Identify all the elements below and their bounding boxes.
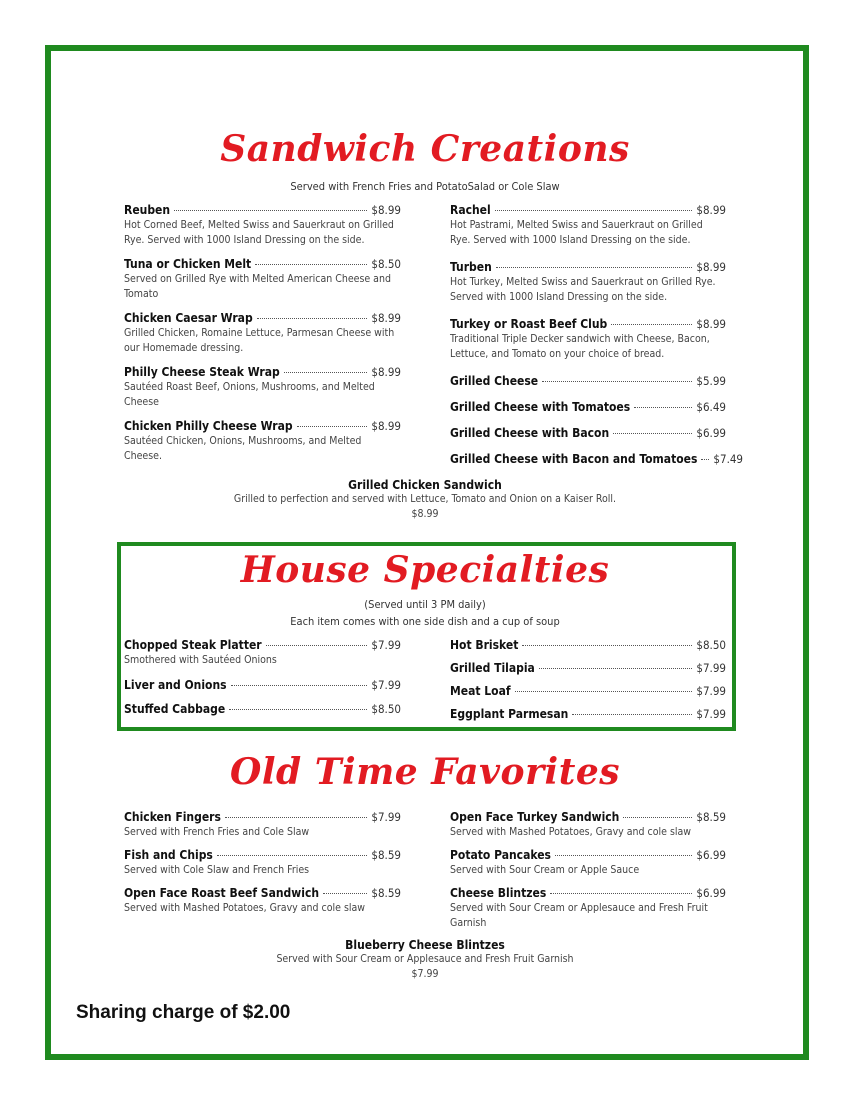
dot-leader [284,372,368,373]
item-name: Chicken Philly Cheese Wrap [124,419,293,433]
dot-leader [229,709,367,710]
menu-column-right [450,810,726,939]
item-price: $8.50 [371,257,401,271]
section-note-sides: Each item comes with one side dish and a cup of soup [290,615,560,628]
menu-item [124,257,401,302]
menu-item-line [124,810,401,824]
dot-leader [266,645,368,646]
menu-item-line [124,311,401,325]
menu-item [124,848,401,878]
item-description: Traditional Triple Decker sandwich with Cheese, Bacon, Lettuce, and Tomato on your choice of bread. [450,333,710,360]
item-description: Sautéed Roast Beef, Onions, Mushrooms, and Melted Cheese [124,381,375,408]
dot-leader [542,381,692,382]
item-description: Served with Sour Cream or Applesauce and Fresh Fruit Garnish [276,953,574,965]
menu-item [450,374,726,388]
item-description: Served with French Fries and Cole Slaw [124,826,310,838]
item-name: Chopped Steak Platter [124,638,262,652]
item-price: $6.99 [696,848,726,862]
item-price: $8.99 [371,203,401,217]
menu-item-line [450,684,726,698]
menu-column-left [124,810,401,924]
menu-item [124,702,401,716]
item-description: Served with Mashed Potatoes, Gravy and cole slaw [450,826,692,838]
item-name: Open Face Turkey Sandwich [450,810,620,824]
menu-item [450,203,726,248]
menu-item-line [124,257,401,271]
item-description: Served with Mashed Potatoes, Gravy and cole slaw [124,902,366,914]
item-price: $8.99 [371,365,401,379]
menu-item [450,848,726,878]
item-price: $7.99 [696,684,726,698]
menu-item-line [450,203,726,217]
dot-leader [515,691,693,692]
item-name: Fish and Chips [124,848,213,862]
menu-column-right [450,638,726,730]
menu-item-line [450,810,726,824]
menu-item [450,317,726,362]
item-name: Blueberry Cheese Blintzes [345,938,505,952]
item-name: Grilled Cheese with Bacon [450,426,610,440]
dot-leader [611,324,692,325]
sharing-charge-note: Sharing charge of $2.00 [76,1002,291,1023]
menu-item [124,810,401,840]
item-price: $6.99 [696,886,726,900]
menu-item [450,886,726,931]
item-price: $8.59 [371,886,401,900]
featured-item [0,478,850,522]
item-name: Liver and Onions [124,678,227,692]
menu-item [450,400,726,414]
menu-item [450,426,726,440]
menu-item [450,260,726,305]
item-price: $7.99 [411,968,439,980]
menu-item-line [450,886,726,900]
item-name: Open Face Roast Beef Sandwich [124,886,320,900]
item-description: Served with Sour Cream or Apple Sauce [450,864,640,876]
section-title-old-time-favorites: Old Time Favorites [229,751,621,793]
item-price: $7.99 [371,810,401,824]
item-name: Tuna or Chicken Melt [124,257,252,271]
item-price: $8.50 [371,702,401,716]
item-name: Potato Pancakes [450,848,551,862]
item-name: Grilled Cheese with Tomatoes [450,400,631,414]
dot-leader [225,817,367,818]
menu-item [124,203,401,248]
menu-item-line [450,400,726,414]
menu-item [124,311,401,356]
menu-item-line [450,260,726,274]
item-price: $8.59 [696,810,726,824]
item-price: $8.99 [371,311,401,325]
item-price: $8.99 [696,203,726,217]
item-name: Rachel [450,203,491,217]
menu-item-line [124,638,401,652]
item-price: $8.99 [411,508,439,520]
menu-item [124,419,401,464]
item-description: Smothered with Sautéed Onions [124,654,277,666]
item-price: $7.99 [371,638,401,652]
item-name: Turben [450,260,492,274]
item-price: $5.99 [696,374,726,388]
menu-item [450,452,744,466]
menu-item [450,810,726,840]
dot-leader [613,433,692,434]
dot-leader [539,668,693,669]
item-price: $8.99 [371,419,401,433]
section-subtitle: Served with French Fries and PotatoSalad or Cole Slaw [290,180,560,193]
dot-leader [701,459,709,460]
item-price: $8.50 [696,638,726,652]
menu-item [450,638,726,652]
menu-item [124,638,401,668]
item-name: Grilled Chicken Sandwich [348,478,502,492]
dot-leader [257,318,368,319]
menu-item-line [124,848,401,862]
item-price: $6.99 [696,426,726,440]
item-description: Served with Sour Cream or Applesauce and Fresh Fruit Garnish [450,902,708,929]
dot-leader [623,817,692,818]
item-description: Grilled Chicken, Romaine Lettuce, Parmesan Cheese with our Homemade dressing. [124,327,395,354]
menu-item-line [450,661,726,675]
menu-item-line [124,886,401,900]
menu-item-line [450,426,726,440]
item-price: $8.59 [371,848,401,862]
dot-leader [634,407,692,408]
item-price: $7.99 [696,707,726,721]
section-note-hours: (Served until 3 PM daily) [364,598,486,611]
menu-item-line [450,452,744,466]
menu-column-right [450,203,744,478]
menu-item-line [450,374,726,388]
dot-leader [550,893,692,894]
item-price: $7.99 [371,678,401,692]
item-name: Grilled Cheese [450,374,539,388]
dot-leader [572,714,692,715]
section-title-sandwich-creations: Sandwich Creations [220,128,630,170]
item-description: Sautéed Chicken, Onions, Mushrooms, and Melted Cheese. [124,435,362,462]
item-name: Meat Loaf [450,684,511,698]
menu-item [450,684,726,698]
menu-item-line [124,365,401,379]
item-name: Philly Cheese Steak Wrap [124,365,280,379]
dot-leader [297,426,368,427]
item-description: Hot Pastrami, Melted Swiss and Sauerkraut on Grilled Rye. Served with 1000 Island Dressing on the side. [450,219,703,246]
dot-leader [255,264,367,265]
menu-item-line [124,203,401,217]
item-description: Hot Corned Beef, Melted Swiss and Sauerkraut on Grilled Rye. Served with 1000 Island Dressing on the side. [124,219,394,246]
menu-item-line [124,702,401,716]
item-name: Hot Brisket [450,638,519,652]
item-price: $8.99 [696,260,726,274]
menu-column-left [124,203,401,473]
item-name: Grilled Tilapia [450,661,535,675]
dot-leader [496,267,693,268]
item-description: Served on Grilled Rye with Melted American Cheese and Tomato [124,273,391,300]
item-description: Served with Cole Slaw and French Fries [124,864,310,876]
item-description: Hot Turkey, Melted Swiss and Sauerkraut on Grilled Rye. Served with 1000 Island Dressing on the side. [450,276,716,303]
dot-leader [495,210,693,211]
menu-item-line [450,638,726,652]
item-name: Reuben [124,203,171,217]
menu-item-line [450,848,726,862]
menu-item-line [450,707,726,721]
dot-leader [323,893,367,894]
dot-leader [522,645,692,646]
menu-item [124,886,401,916]
item-price: $7.49 [713,452,744,466]
item-name: Turkey or Roast Beef Club [450,317,608,331]
featured-item [0,938,850,982]
menu-item [450,707,726,721]
menu-item [124,365,401,410]
item-name: Chicken Fingers [124,810,221,824]
menu-column-left [124,638,401,726]
dot-leader [231,685,368,686]
item-price: $7.99 [696,661,726,675]
dot-leader [174,210,367,211]
menu-item-line [124,419,401,433]
dot-leader [555,855,692,856]
menu-item [124,678,401,692]
item-name: Grilled Cheese with Bacon and Tomatoes [450,452,698,466]
item-name: Stuffed Cabbage [124,702,226,716]
item-name: Chicken Caesar Wrap [124,311,253,325]
item-name: Cheese Blintzes [450,886,547,900]
section-title-house-specialties: House Specialties [240,549,610,591]
item-price: $6.49 [696,400,726,414]
item-name: Eggplant Parmesan [450,707,569,721]
menu-item-line [450,317,726,331]
item-description: Grilled to perfection and served with Lettuce, Tomato and Onion on a Kaiser Roll. [233,493,617,505]
dot-leader [217,855,368,856]
menu-item-line [124,678,401,692]
item-price: $8.99 [696,317,726,331]
menu-item [450,661,726,675]
